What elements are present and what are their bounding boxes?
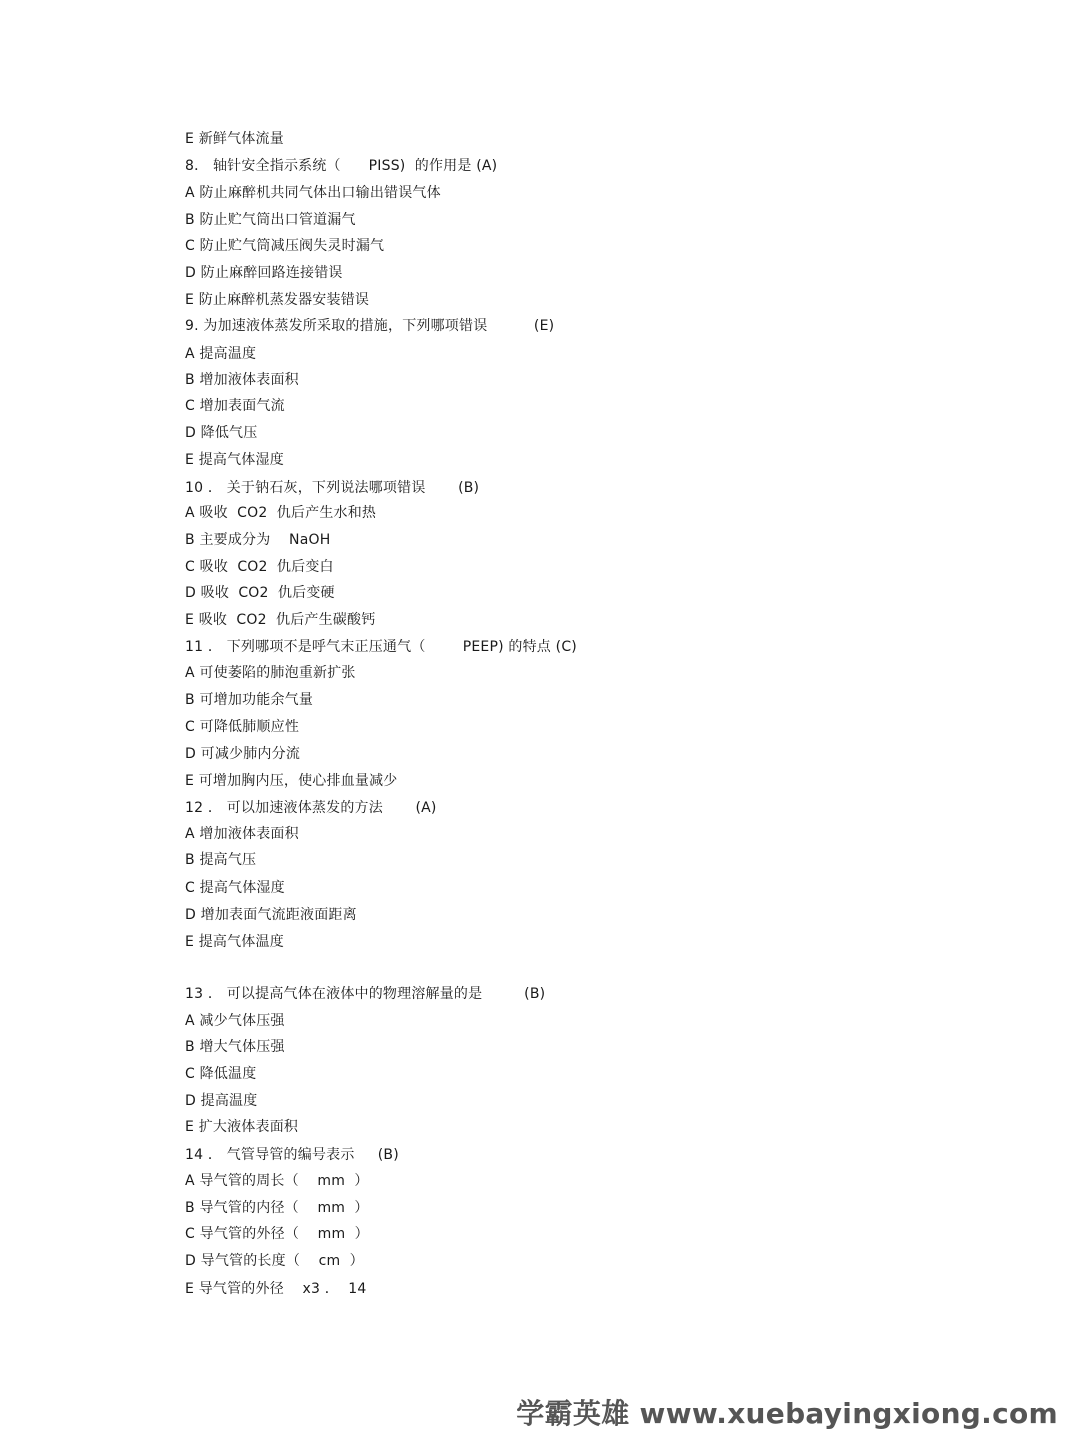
text-line: E 提高气体湿度 <box>185 452 284 468</box>
text-line: 11 ． 下列哪项不是呼气末正压通气（ PEEP) 的特点 (C) <box>185 639 577 655</box>
text-line: A 导气管的周长（ mm ） <box>185 1173 369 1189</box>
text-line: A 可使萎陷的肺泡重新扩张 <box>185 665 356 681</box>
text-line: D 降低气压 <box>185 425 258 441</box>
text-line: B 增加液体表面积 <box>185 372 299 388</box>
text-line: E 可增加胸内压，使心排血量减少 <box>185 773 398 789</box>
text-line: E 新鲜气体流量 <box>185 131 284 147</box>
text-line: B 可增加功能余气量 <box>185 692 314 708</box>
watermark: 学霸英雄 www.xuebayingxiong.com <box>516 1397 1058 1430</box>
text-line: C 增加表面气流 <box>185 398 285 414</box>
text-line: E 防止麻醉机蒸发器安装错误 <box>185 292 370 308</box>
text-line: E 扩大液体表面积 <box>185 1119 299 1135</box>
text-line: A 防止麻醉机共同气体出口输出错误气体 <box>185 185 441 201</box>
text-line: B 主要成分为 NaOH <box>185 532 331 548</box>
text-line: C 导气管的外径（ mm ） <box>185 1226 369 1242</box>
text-line: 9. 为加速液体蒸发所采取的措施，下列哪项错误 (E) <box>185 318 555 334</box>
text-line: 14 ． 气管导管的编号表示 (B) <box>185 1147 399 1163</box>
text-line: E 提高气体温度 <box>185 934 284 950</box>
text-line: B 导气管的内径（ mm ） <box>185 1200 369 1216</box>
text-line: A 提高温度 <box>185 346 257 362</box>
text-line: E 导气管的外径 x3 ． 14 <box>185 1281 367 1297</box>
text-line: B 防止贮气筒出口管道漏气 <box>185 212 356 228</box>
text-line: A 增加液体表面积 <box>185 826 299 842</box>
text-line: 10 ． 关于钠石灰，下列说法哪项错误 (B) <box>185 480 480 496</box>
text-line: C 吸收 CO2 仇后变白 <box>185 559 334 575</box>
text-line: 12 ． 可以加速液体蒸发的方法 (A) <box>185 800 437 816</box>
text-line: 13 ． 可以提高气体在液体中的物理溶解量的是 (B) <box>185 986 546 1002</box>
text-line: D 吸收 CO2 仇后变硬 <box>185 585 335 601</box>
text-line: B 提高气压 <box>185 852 257 868</box>
text-line: D 可减少肺内分流 <box>185 746 301 762</box>
text-line: C 降低温度 <box>185 1066 257 1082</box>
text-line: C 可降低肺顺应性 <box>185 719 300 735</box>
text-line: B 增大气体压强 <box>185 1039 285 1055</box>
text-line: D 提高温度 <box>185 1093 258 1109</box>
text-line: A 吸收 CO2 仇后产生水和热 <box>185 505 377 521</box>
text-line: C 防止贮气筒减压阀失灵时漏气 <box>185 238 385 254</box>
text-line: E 吸收 CO2 仇后产生碳酸钙 <box>185 612 376 628</box>
text-line: C 提高气体湿度 <box>185 880 285 896</box>
text-line: A 减少气体压强 <box>185 1013 285 1029</box>
text-line: D 防止麻醉回路连接错误 <box>185 265 343 281</box>
text-line: 8． 轴针安全指示系统（ PISS) 的作用是 (A) <box>185 158 498 174</box>
text-line: D 增加表面气流距液面距离 <box>185 907 357 923</box>
text-line: D 导气管的长度（ cm ） <box>185 1253 364 1269</box>
